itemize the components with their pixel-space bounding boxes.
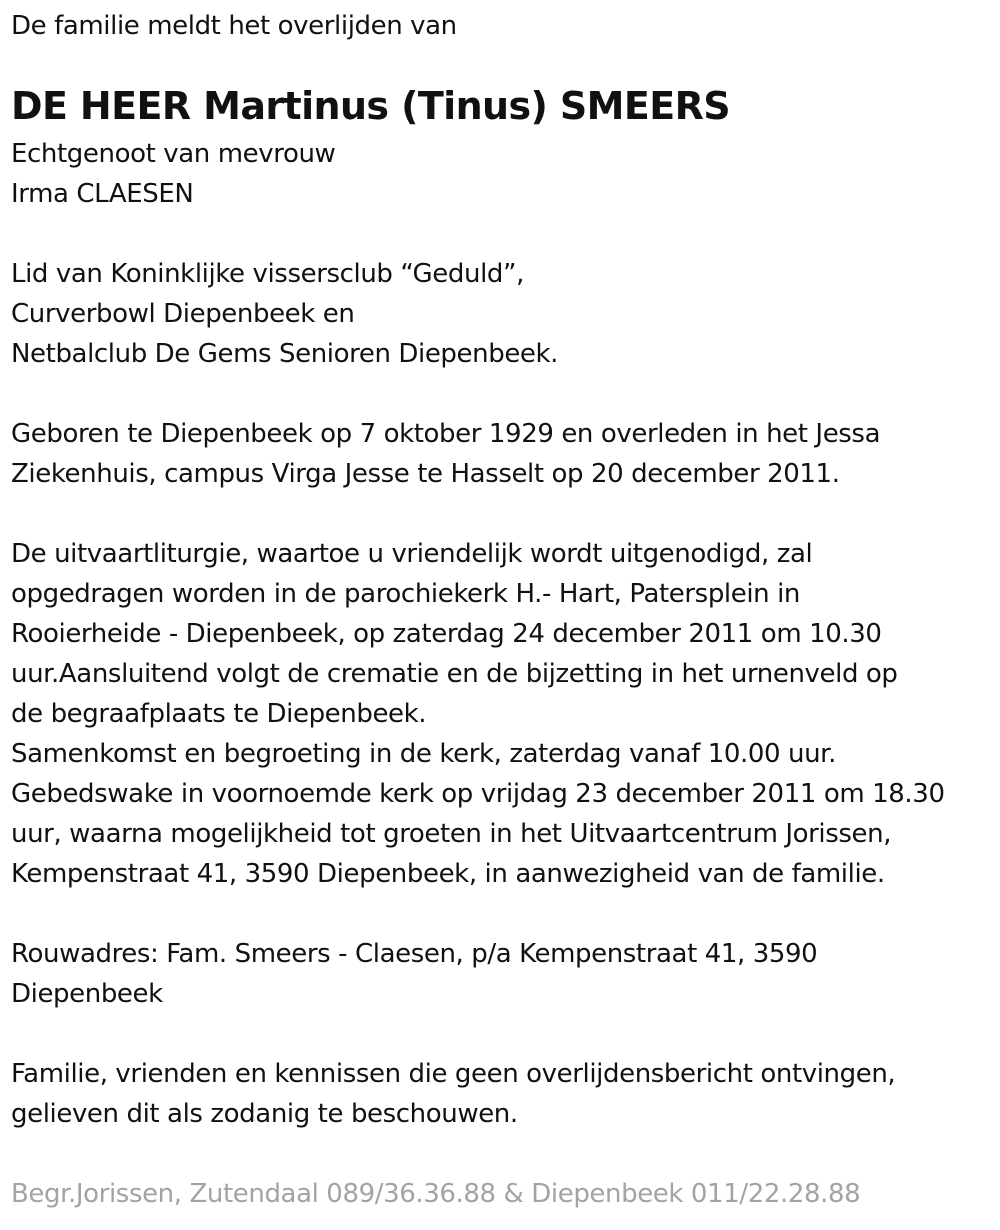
funeral-line: Kempenstraat 41, 3590 Diepenbeek, in aanwezigheid van de familie. [11,859,885,889]
funeral-home-footer: Begr.Jorissen, Zutendaal 089/36.36.88 & Diepenbeek 011/22.28.88 [11,1179,861,1209]
mourning-address-block [11,934,817,1014]
funeral-block [11,534,945,894]
funeral-line: opgedragen worden in de parochiekerk H.- Hart, Patersplein in [11,579,801,609]
membership-block [11,254,558,374]
spouse-line: Irma CLAESEN [11,179,194,209]
funeral-line: uur, waarna mogelijkheid tot groeten in het Uitvaartcentrum Jorissen, [11,819,892,849]
birth-death-line: Ziekenhuis, campus Virga Jesse te Hasselt op 20 december 2011. [11,459,840,489]
funeral-line: Gebedswake in voornoemde kerk op vrijdag 23 december 2011 om 18.30 [11,779,945,809]
funeral-line: De uitvaartliturgie, waartoe u vriendelijk wordt uitgenodigd, zal [11,539,813,569]
funeral-line: uur.Aansluitend volgt de crematie en de bijzetting in het urnenveld op [11,659,898,689]
birth-death-line: Geboren te Diepenbeek op 7 oktober 1929 en overleden in het Jessa [11,419,881,449]
deceased-name: DE HEER Martinus (Tinus) SMEERS [11,84,731,128]
spouse-block [11,134,335,214]
notice-line: gelieven dit als zodanig te beschouwen. [11,1099,518,1129]
membership-line: Curverbowl Diepenbeek en [11,299,355,329]
notice-line: Familie, vrienden en kennissen die geen overlijdensbericht ontvingen, [11,1059,896,1089]
notice-block [11,1054,895,1134]
mourning-address-line: Rouwadres: Fam. Smeers - Claesen, p/a Kempenstraat 41, 3590 [11,939,818,969]
mourning-address-line: Diepenbeek [11,979,163,1009]
funeral-line: Rooierheide - Diepenbeek, op zaterdag 24 december 2011 om 10.30 [11,619,882,649]
membership-line: Netbalclub De Gems Senioren Diepenbeek. [11,339,559,369]
membership-line: Lid van Koninklijke vissersclub “Geduld”, [11,259,524,289]
funeral-line: de begraafplaats te Diepenbeek. [11,699,427,729]
funeral-line: Samenkomst en begroeting in de kerk, zaterdag vanaf 10.00 uur. [11,739,836,769]
intro-text: De familie meldt het overlijden van [11,11,457,41]
birth-death-block [11,414,880,494]
spouse-line: Echtgenoot van mevrouw [11,139,336,169]
